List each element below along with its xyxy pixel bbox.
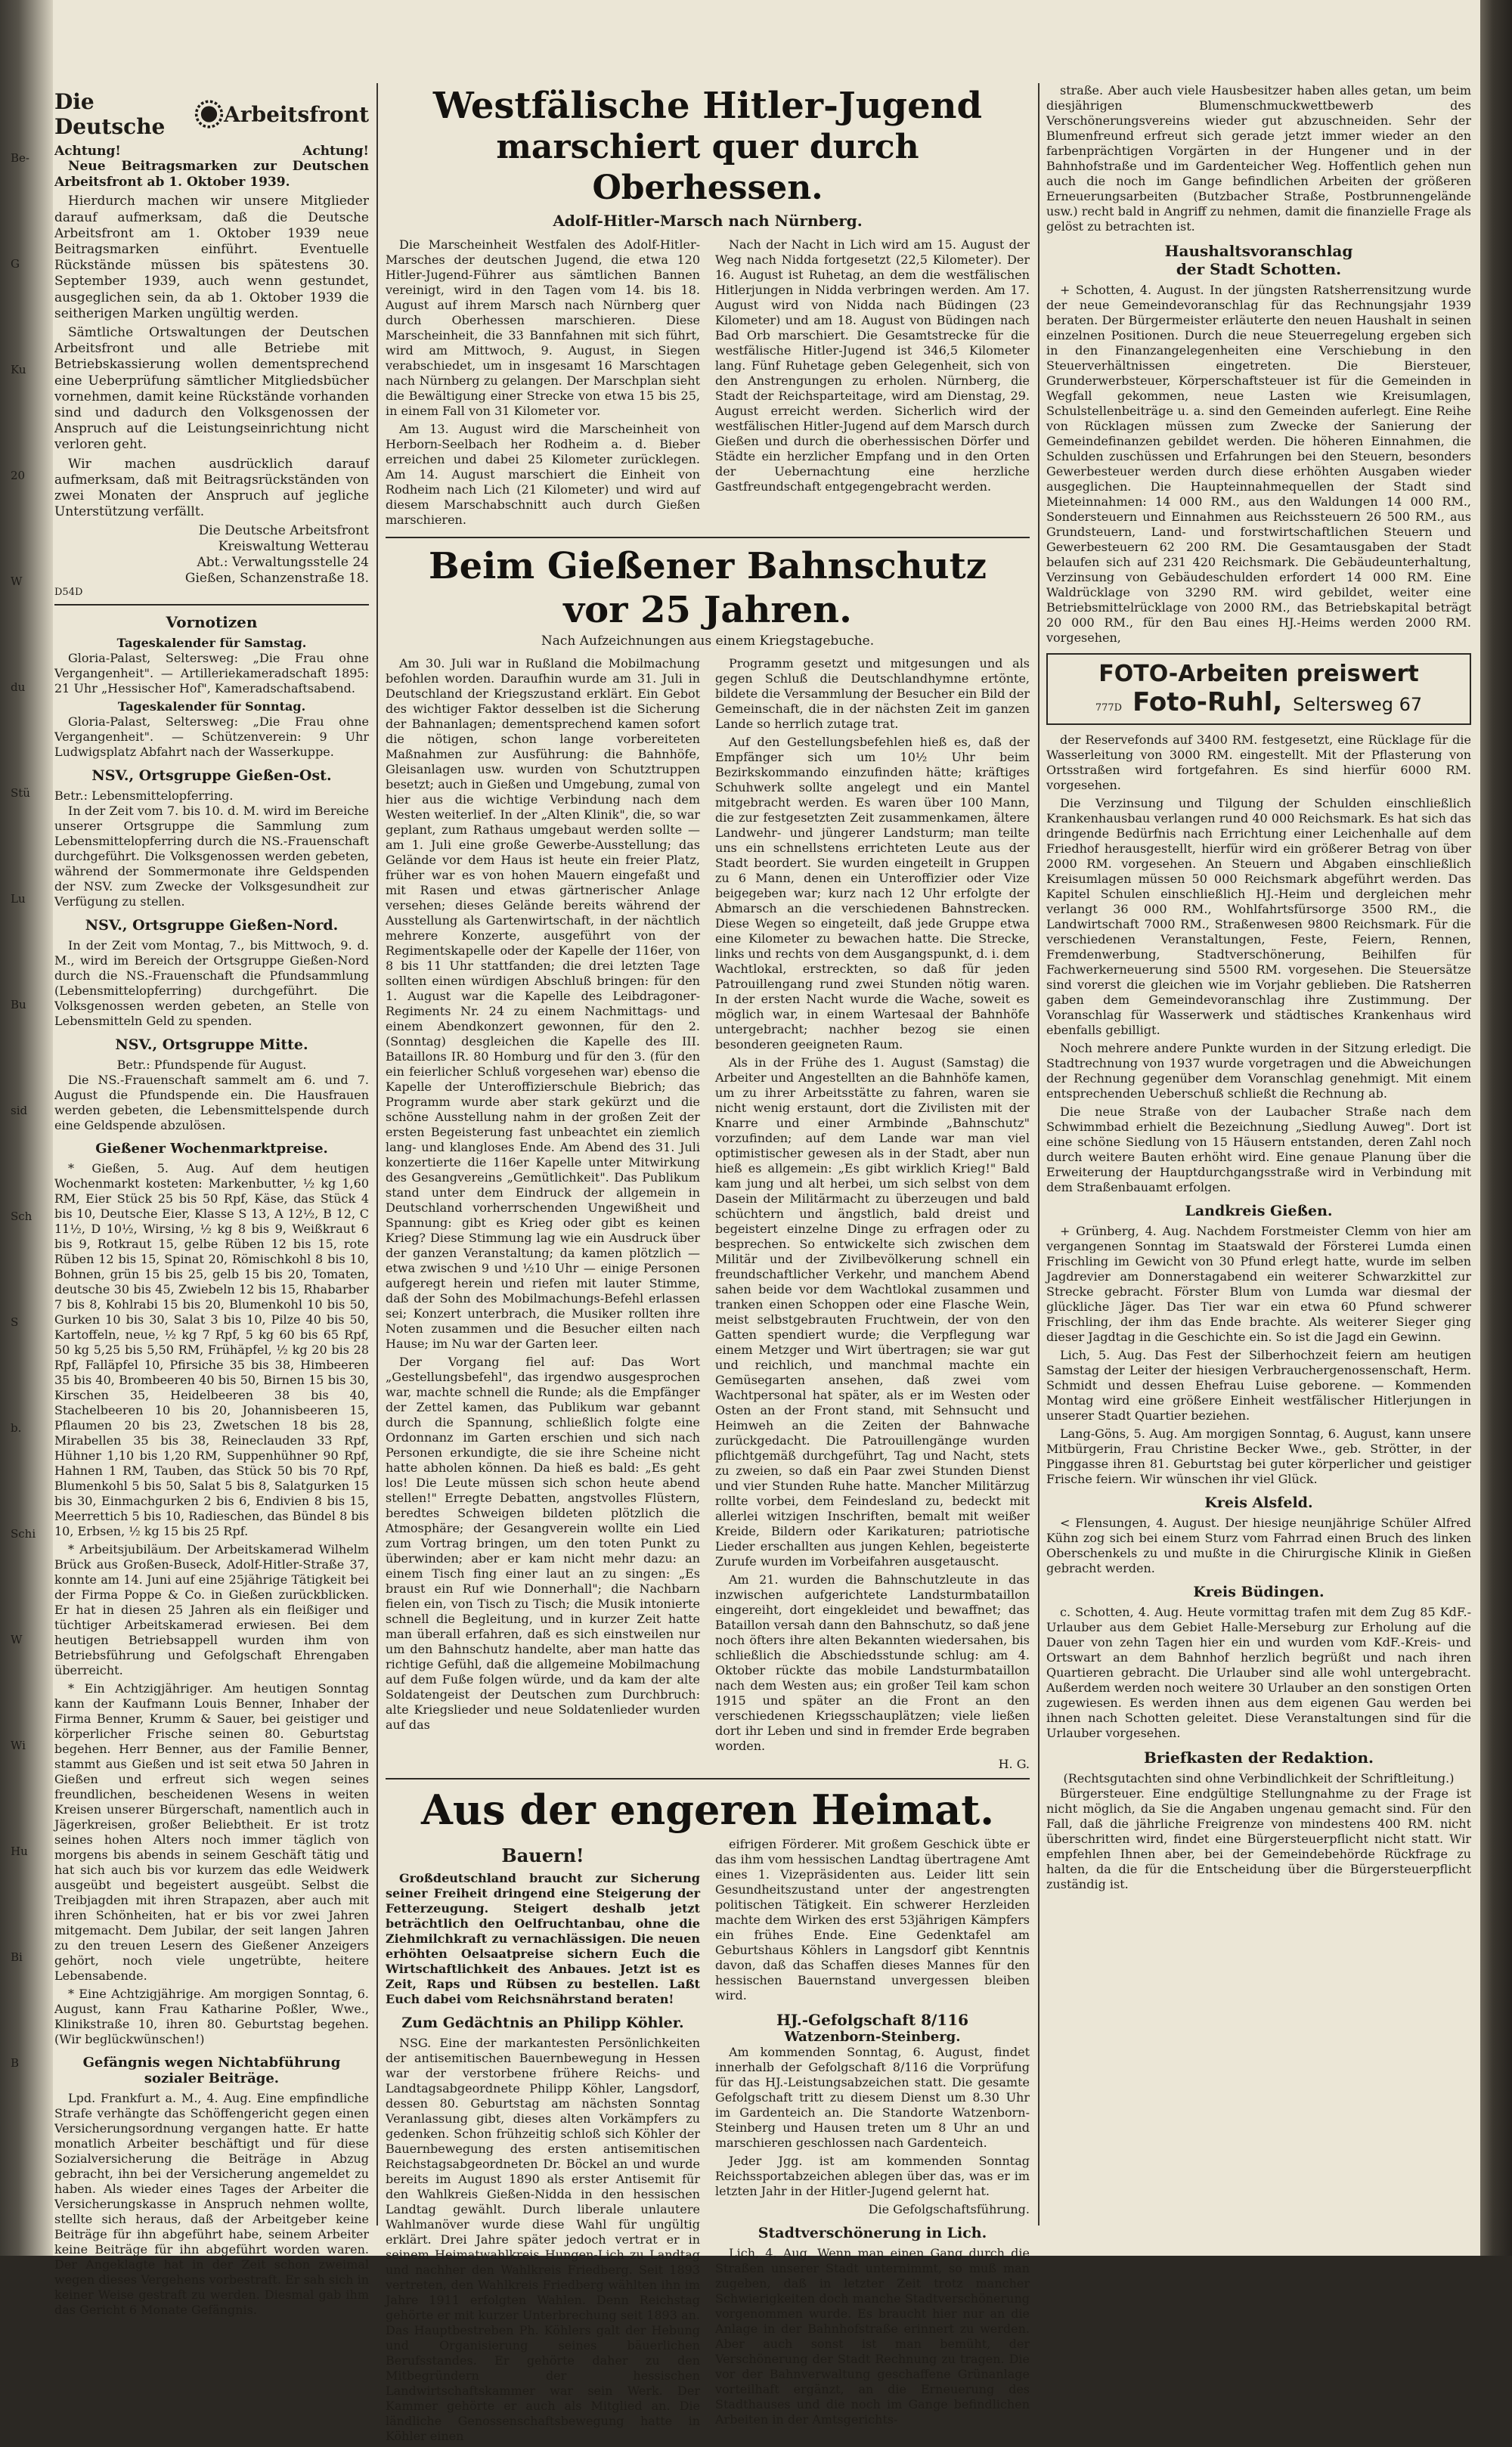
article-paragraph: der Reservefonds auf 3400 RM. festgesetzt, eine Rücklage für die Wasserleitung von 3000 RM. eingestellt. Mit der Pflasterung von Ortsstraßen wird fortgefahren. Es sind hierfür 6000 RM. vorgesehen. [1046,733,1471,792]
article-paragraph: Auf den Gestellungsbefehlen hieß es, daß der Empfänger sich um 10½ Uhr beim Bezirkskommando einzufinden hätte; kräftiges Schuhwerk sollte angelegt und ein Mantel mitgebracht werden. Es waren über 100 Mann, die zur festgesetzten Zeit zusammenkamen, ältere Landwehr- und jüngerer Landsturm; man teilte uns ein schnellstens errichteten Leute aus der Stadt beordert. Sie wurden eingeteilt in Gruppen zu 6 Mann, denen ein Unteroffizier oder Vize beigegeben war; kurz nach 12 Uhr erfolgte der Abmarsch an die verschiedenen Bahnstrecken. Diese Wegen so eingeteilt, daß jede Gruppe etwa eine Kilometer zu bewachen hatte. Die Strecke, links und rechts von dem Ausgangspunkt, d. i. dem Wachtlokal, erstreckten, so daß für jeden Patrouillengang rund zwei Stunden nötig waren. In der ersten Nacht wurde die Wache, soweit es möglich war, in einem Wartesaal der Bahnhöfe untergebracht; nachher bezog sie einen besonderen geeigneten Raum. [715,735,1030,1052]
headline-bahnschutz: vor 25 Jahren. [563,589,852,631]
achtung-right: Achtung! [302,144,369,159]
article-paragraph: * Eine Achtzigjährige. Am morgigen Sonntag, 6. August, kann Frau Katharine Poßler, Wwe., Klinikstraße 10, ihren 80. Geburtstag begehen. (Wir beglückwünschen!) [54,1987,369,2047]
article-paragraph: Lich, 5. Aug. Das Fest der Silberhochzeit feiern am heutigen Samstag der Leiter der hiesigen Verbrauchergenossenschaft, Herm. Schmidt und dessen Ehefrau Luise geborene. — Kommenden Montag wird eine größere Einheit westfälischer Hitlerjungen in unserer Stadt Quartier beziehen. [1046,1348,1471,1423]
daf-header-left: Die Deutsche [54,89,166,139]
article-paragraph: Die Verzinsung und Tilgung der Schulden einschließlich Krankenhausbau verlangen rund 40 000 Reichsmark. Es hat sich das dringende Bedürfnis nach Errichtung einer Leichenhalle auf dem Friedhof herausgestellt, hierfür wird ein größerer Betrag von über 2000 RM. vorgesehen. An Steuern und Abgaben einschließlich Kreisumlagen müssen 50 000 Reichsmark abgeführt werden. Das Kapitel Schulen einschließlich HJ.-Heim und dergleichen mehr verlangt 36 000 RM., Wohlfahrtsfürsorge 3500 RM., die Landwirtschaft 7000 RM., Straßenwesen 9800 Reichsmark. Für die verschiedenen Veranstaltungen, Feste, Feiern, Rennen, Fremdenwerbung, Stadtverschönerung, Beihilfen für Fachwerkerneuerung sind 5500 RM. vorgesehen. Die Steuersätze sind vorerst die gleichen wie im Vorjahr geblieben. Die Ratsherren gaben dem Gemeindevoranschlag ihre Zustimmung. Der Voranschlag für Wasserwerk und städtisches Krankenhaus wird ebenfalls gebilligt. [1046,796,1471,1037]
article-paragraph: straße. Aber auch viele Hausbesitzer haben alles getan, um beim diesjährigen Blumenschmuckwettbewerb des Verschönerungsvereins wieder gut abzuschneiden. Sehr der Blumenfreund erfreut sich gerade jetzt immer wieder an den farbenprächtigen Vorgärten in der Hungener und in der Bahnhofstraße und im Gardenteicher Weg. Hoffentlich gehen nun auch die noch im Gange befindlichen Arbeiten der größeren Erneuerungsarbeiten (Butzbacher Straße, Postbrunnengelände usw.) recht bald in Angriff zu nehmen, damit die finanzielle Frage als gelöst zu betrachten ist. [1046,83,1471,234]
strip-word: Lu [11,892,26,906]
column-rule [376,83,378,2226]
article-paragraph: Die Marscheinheit Westfalen des Adolf-Hitler-Marsches der deutschen Jugend, die etwa 120 Hitler-Jugend-Führer aus sämtlichen Bannen vereinigt, wird in den Tagen vom 14. bis 18. August auf ihrem Marsch nach Nürnberg quer durch Oberhessen marschieren. Diese Marscheinheit, die 33 Bannfahnen mit sich führt, wird am Mittwoch, 9. August, in Siegen verabschiedet, um in insgesamt 16 Marschtagen nach Nürnberg zu gelangen. Der Marschplan sieht die Bewältigung einer Strecke von etwa 15 bis 25, in einem Fall von 31 Kilometer vor. [386,237,700,418]
daf-notice-paragraph: Hierdurch machen wir unsere Mitglieder darauf aufmerksam, daß die Deutsche Arbeitsfront am 1. Oktober 1939 neue Beitragsmarken einführt. Eventuelle Rückstände müssen bis spätestens 30. September 1939, auch wenn gestundet, ausgeglichen sein, da ab 1. Oktober 1939 die seitherigen Marken ungültig werden. [54,194,369,321]
section-heading: Landkreis Gießen. [1185,1203,1333,1219]
ad-address: Seltersweg 67 [1293,694,1423,715]
subheading: Betr.: Lebensmittelopferring. [54,788,234,804]
strip-word: Schi [11,1527,36,1541]
section-heading: Stadtverschönerung in Lich. [758,2225,987,2241]
article-paragraph: NSG. Eine der markantesten Persönlichkeiten der antisemitischen Bauernbewegung in Hessen war der verstorbene frühere Reichs- und Landtagsabgeordnete Philipp Köhler, Langsdorf, dessen 80. Geburtstag am nächsten Sonntag Veranlassung gibt, dieses alten Vorkämpfers zu gedenken. Schon frühzeitig schloß sich Köhler der Bauernbewegung des ersten antisemitischen Reichstagsabgeordneten Dr. Böckel an und wurde bereits im August 1890 als erster Antisemit für den Wahlkreis Gießen-Nidda in den hessischen Landtag gewählt. Durch liberale unlautere Wahlmanöver wurde diese Wahl für ungültig erklärt. Drei Jahre später jedoch vertrat er in seinem Heimatwahlkreis Hungen-Lich zu Landtag und nachher den Wahlkreis Friedberg. Seit 1893 vertreten, den Wahlkreis Friedberg wählten ihn im Jahre 1911 erfolgten Wahlen. Denn Reichstag gehörte er mit kurzer Unterbrechung seit 1893 an. Das Hauptbestreben Ph. Köhlers galt der Hebung und Organisierung seines bäuerlichen Berufsstandes. Er gehörte daher zu den Mitbegründern der hessischen Landwirtschaftskammer war sein Werk. Der Kammer gehörte er auch als Mitglied an. Die ländliche Genossenschaftsbewegung hatte in Köhler einen [386,2036,700,2443]
subheading: Tageskalender für Sonntag. [117,699,306,714]
section-heading: NSV., Ortsgruppe Gießen-Nord. [85,917,339,934]
article-columns [386,237,1030,531]
article-paragraph: Bürgersteuer. Eine endgültige Stellungnahme zu der Frage ist nicht möglich, da Sie die Angaben ungenau gemacht sind. Für den Fall, daß die jährliche Freigrenze von mindestens 400 RM. nicht überschritten wird, findet eine Bürgersteuerpflicht nicht statt. Wir empfehlen Ihnen aber, bei der Gemeindebehörde Rückfrage zu halten, da die für die Entscheidung über die Bürgersteuerpflicht zuständig ist. [1046,1786,1471,1891]
article-paragraph: * Ein Achtzigjähriger. Am heutigen Sonntag kann der Kaufmann Louis Benner, Inhaber der Firma Benner, Krumm & Sauer, bei geistiger und körperlicher Frische seinen 80. Geburtstag begehen. Herr Benner, aus der Familie Benner, stammt aus Gießen und ist seit etwa 50 Jahren in Gießen und erfreut sich wegen seines freundlichen, bescheidenen Wesens in weiten Kreisen unserer Bürgerschaft, namentlich auch in Jägerkreisen, großer Beliebtheit. Er ist trotz seines hohen Alters noch immer täglich von morgens bis abends in seinem Geschäft tätig und hat sich auch bis vor kurzem das edle Weidwerk ausgeübt und begeistert ausgeübt. Selbst die Treibjagden mit ihren Strapazen, aber auch mit ihren Schönheiten, hat er bis vor zwei Jahren mitgemacht. Dem Jubilar, der seit langen Jahren zu den treuen Lesern des Gießener Anzeigers gehört, noch viele ungetrübte, heitere Lebensabende. [54,1681,369,1984]
article-paragraph: * Gießen, 5. Aug. Auf dem heutigen Wochenmarkt kosteten: Markenbutter, ½ kg 1,60 RM, Eier Stück 25 bis 50 Rpf, Käse, das Stück 4 bis 10, Deutsche Eier, Klasse S 13, A 12½, B 12, C 11½, D 10½, Wirsing, ½ kg 8 bis 9, Weißkraut 6 bis 9, Rotkraut 15, gelbe Rüben 12 bis 15, rote Rüben 12 bis 15, Spinat 20, Römischkohl 8 bis 10, Bohnen, grün 15 bis 25, gelb 15 bis 20, Tomaten, deutsche 30 bis 45, Zwiebeln 12 bis 15, Rhabarber 7 bis 8, Kohlrabi 15 bis 20, Blumenkohl 10 bis 50, Gurken 10 bis 30, Salat 3 bis 10, Pilze 40 bis 50, Kartoffeln, neue, ½ kg 7 Rpf, 5 kg 60 bis 65 Rpf, 50 kg 5,25 bis 5,50 RM, Frühäpfel, ½ kg 20 bis 28 Rpf, Falläpfel 10, Pfirsiche 35 bis 38, Himbeeren 35 bis 40, Brombeeren 40 bis 50, Birnen 15 bis 30, Kirschen 35, Heidelbeeren 38 bis 40, Stachelbeeren 10 bis 20, Johannisbeeren 15, Pflaumen 20 bis 23, Zwetschen 18 bis 28, Mirabellen 35 bis 38, Reineclauden 33 Rpf, Hühner 1,10 bis 1,20 RM, Suppenhühner 90 Rpf, Hahnen 1 RM, Tauben, das Stück 50 bis 70 Rpf, Blumenkohl 5 bis 50, Salat 5 bis 8, Salatgurken 15 bis 30, Einmachgurken 2 bis 6, Endivien 8 bis 15, Meerrettich 5 bis 10, Radieschen, das Bündel 8 bis 10, Erbsen, ½ kg 15 bis 25 Rpf. [54,1161,369,1539]
article-paragraph: Am 13. August wird die Marscheinheit von Herborn-Seelbach her Rodheim a. d. Bieber erreichen und dabei 25 Kilometer zurücklegen. Am 14. August marschiert die Einheit von Rodheim nach Lich (21 Kilometer) und wird auf diesem Marschabschnitt auch durch Gießen marschieren. [386,422,700,527]
strip-word: du [11,680,26,694]
article-paragraph: Programm gesetzt und mitgesungen und als gegen Schluß die Deutschlandhymne ertönte, bildete die Versammlung der Besucher ein Bild der Gemeinschaft, die in der nächsten Zeit im ganzen Lande so herrlich zutage trat. [715,656,1030,731]
strip-word: W [11,1633,23,1646]
ad-shop-name: Foto-Ruhl, [1132,687,1283,717]
ad-shopline [1055,687,1462,717]
book-binding-edge [1480,0,1512,2256]
section-heading: Gefängnis wegen Nichtabführung sozialer Beiträge. [82,2055,341,2087]
section-heading: NSV., Ortsgruppe Mitte. [115,1036,308,1054]
strip-word: Bi [11,1950,23,1964]
section-heading: Briefkasten der Redaktion. [1144,1749,1374,1767]
section-heading: Kreis Büdingen. [1193,1584,1325,1600]
headline-bahnschutz: Beim Gießener Bahnschutz [429,545,987,587]
article-paragraph: Am 30. Juli war in Rußland die Mobilmachung befohlen worden. Daraufhin wurde am 31. Juli in Deutschland der Kriegszustand erklärt. Ein Gebot des wichtiger Faktor desselben ist die Sicherung der Bahnanlagen; dementsprechend kamen sofort die nötigen, schon lange vorbereiteten Maßnahmen zur Ausführung: die Bahnhöfe, Gleisanlagen usw. wurden von Schutztruppen besetzt; auch in Gießen und Umgebung, zumal von hier aus die wichtige Verbindung nach dem Westen weiterlief. In der „Alten Klinik", die, so war geplant, zum Rathaus umgebaut werden sollte — am 1. Juli eine große Gewerbe-Ausstellung; das Gelände vor dem Haus ist heute ein freier Platz, früher war es von hohen Mauern eingefaßt und mit Rasen und etwas gärtnerischer Anlage versehen; dieses Gelände bereits während der Ausstellung als Gartenwirtschaft, in der nächtlich mehrere Konzerte, ausgeführt von der Regimentskapelle oder der Kapelle der 116er, von 8 bis 11 Uhr stattfanden; die drei letzten Tage sollten einen würdigen Abschluß bringen: für den 1. August war die Kapelle des Leibdragoner-Regiments Nr. 24 zu einem Nachmittags- und einem Abendkonzert gewonnen, für den 2. (Sonntag) desgleichen die Kapelle des III. Bataillons IR. 80 Homburg und für den 3. (für den ein feierlicher Schluß vorgesehen war) ebenso die Kapelle der Unteroffizierschule Biebrich; das Programm wurde aber stark gekürzt und die schöne Ausstellung nahm in der großen Zeit der ersten Begeisterung fast unbeachtet ein ziemlich lang- und klangloses Ende. Am Abend des 31. Juli konzertierte die 116er Kapelle unter Mitwirkung des Gesangvereins „Gemütlichkeit". Das Publikum stand unter dem Eindruck der allgemein in Deutschland vorherrschenden Ungewißheit und Spannung: gibt es Krieg oder gibt es keinen Krieg? Diese Stimmung lag wie ein Ausdruck über der ganzen Veranstaltung; da kamen plötzlich — etwa zwischen 9 und ½10 Uhr — einige Personen aufgeregt herein und riefen mit lauter Stimme, daß der Sohn des Mobilmachungs-Befehl erlassen sei; Konzert unterbrach, die Musiker rollten ihre Noten zusammen und die Besucher eilten nach Hause; im Nu war der Garten leer. [386,656,700,1351]
achtung-line [54,144,369,159]
ad-headline: FOTO-Arbeiten preiswert [1098,661,1419,687]
section-heading: der Stadt Schotten. [1176,260,1342,278]
article-columns [386,656,1030,1772]
section-heading: Gießener Wochenmarktpreise. [95,1141,328,1157]
strip-word: G [11,257,20,271]
strip-word: Be- [11,151,29,165]
section-heading: Vornotizen [166,613,258,632]
section-heading: NSV., Ortsgruppe Gießen-Ost. [91,767,332,785]
article-columns [386,1837,1030,2447]
section-heading: Kreis Alsfeld. [1204,1495,1313,1511]
strip-word: Stü [11,786,30,800]
section-heading: HJ.-Gefolgschaft 8/116 [776,2011,969,2029]
strip-word: Ku [11,363,26,376]
author-initials: H. G. [998,1757,1030,1771]
article-paragraph: Der Vorgang fiel auf: Das Wort „Gestellungsbefehl", das irgendwo ausgesprochen war, machte schnell die Runde; als die Empfänger der Zettel kamen, das Publikum war gebannt durch die Spannung, schließlich folgte eine Ordonnanz im Garten erschien und sich nach Personen erkundigte, die sie ihre Scheine nicht hatte abholen können. Da hieß es bald: „Es geht los! Die Leute müssen sich schon heute abend stellen!" Erregte Debatten, angstvolles Flüstern, beredtes Schweigen bildeten plötzlich die Atmosphäre; der Gesangverein wollte ein Lied zum Vortrag bringen, um den toten Punkt zu überwinden; aber er kam nicht mehr dazu: an einem Tisch fing einer laut an zu singen: „Es braust ein Ruf wie Donnerhall"; die Nachbarn fielen ein, von Tisch zu Tisch; die Musik intonierte schnell die Begleitung, und in kurzer Zeit hatte man überall erfahren, daß es sich einstweilen nur um den Bahnschutz handelte, aber man hatte das richtige Gefühl, daß die allgemeine Mobilmachung auf dem Fuße folgen würde, und da kam der alte Soldatengeist der Deutschen zum Durchbruch: alte Kriegslieder und neue Soldatenlieder wurden auf das [386,1355,700,1732]
article-paragraph: In der Zeit vom Montag, 7., bis Mittwoch, 9. d. M., wird im Bereich der Ortsgruppe Gießen-Nord durch die NS.-Frauenschaft die Pfundsammlung (Lebensmittelopferring) durchgeführt. Die Volksgenossen werden gebeten, an Stelle von Lebensmitteln Geld zu spenden. [54,938,369,1029]
daf-notice-paragraph: Sämtliche Ortswaltungen der Deutschen Arbeitsfront und alle Betriebe mit Betriebskassierung wollen dementsprechend eine Ueberprüfung sämtlicher Mitgliedsbücher vornehmen, damit keine Rückstände vorhanden sind und dadurch den Volksgenossen der Anspruch auf die Leistungseinrichtung nicht verloren geht. [54,325,369,453]
signature-line: Gießen, Schanzenstraße 18. [184,571,369,587]
subheading: Nach Aufzeichnungen aus einem Kriegstagebuche. [541,633,875,649]
ad-code: 777D [1095,702,1123,714]
foto-ruhl-advertisement [1046,653,1471,725]
strip-word: sid [11,1104,28,1117]
column-center [386,85,1030,2447]
ad-code: D54D [54,587,83,599]
signature-line: Abt.: Verwaltungsstelle 24 [197,555,369,571]
daf-cogwheel-emblem [194,98,224,131]
daf-header [54,89,369,139]
daf-signature [54,523,369,587]
daf-notice-paragraph: Wir machen ausdrücklich darauf aufmerksam, daß mit Beitragsrückständen von zwei Monaten der Anspruch auf jegliche Unterstützung verfällt. [54,456,369,520]
article-paragraph: c. Schotten, 4. Aug. Heute vormittag trafen mit dem Zug 85 KdF.-Urlauber aus dem Gebiet Halle-Merseburg zur Erholung auf die Dauer von zehn Tagen hier ein und wurden vom KdF.-Kreis- und Ortswart an dem Bahnhof herzlich begrüßt und nach ihren Quartieren gebracht. Die Urlauber sind alle wohl untergebracht. Außerdem werden noch weitere 30 Urlauber an den sonstigen Orten zugewiesen. Es werden ihnen aus dem eigenen Gau werden bei ihnen nach Schotten geleitet. Diese Veranstaltungen sind für die Urlauber vorgesehen. [1046,1605,1471,1740]
article-paragraph: Gloria-Palast, Seltersweg: „Die Frau ohne Vergangenheit". — Artilleriekameradschaft 1895: 21 Uhr „Hessischer Hof", Kameradschaftsabend. [54,651,369,696]
article-paragraph: Lang-Göns, 5. Aug. Am morgigen Sonntag, 6. August, kann unsere Mitbürgerin, Frau Christine Becker Wwe., geb. Strötter, in der Pinggasse ihren 81. Geburtstag bei guter körperlicher und geistiger Frische feiern. Wir wünschen ihr viel Glück. [1046,1426,1471,1486]
article-paragraph: < Flensungen, 4. August. Der hiesige neunjährige Schüler Alfred Kühn zog sich bei einem Sturz vom Fahrrad einen Bruch des linken Oberschenkels zu und mußte in die Chirurgische Klinik in Gießen gebracht werden. [1046,1516,1471,1575]
strip-word: Sch [11,1210,33,1223]
column-left [54,83,369,2321]
section-heading: Zum Gedächtnis an Philipp Köhler. [401,2015,684,2031]
article-paragraph: Lpd. Frankfurt a. M., 4. Aug. Eine empfindliche Strafe verhängte das Schöffengericht gegen einen Versicherungsordnung vergangen hatte. Er hatte monatlich Arbeiter beschäftigt und für diese Sozialversicherung die Beiträge in Abzug gebracht, ihn bei der Versicherung angemeldet zu haben. Als wieder eines Tages der Arbeiter die Versicherungskasse in Anspruch nehmen wollte, stellte sich heraus, daß der Arbeitgeber keine Beiträge für ihn abgeführt habe, seinem Arbeiter keine Beiträge für ihn abgeführt worden waren. Der Angeklagte hat in der Zeit schon zweimal wegen dieses Vergehens vorbestraft. Er sah sich in keiner Weise gestraft zu werden. Diesmal gab ihm das Gericht 6 Monate Gefängnis. [54,2091,369,2318]
subheading: Tageskalender für Samstag. [116,636,307,651]
headline-hitler-jugend: marschiert quer durch Oberhessen. [496,128,919,207]
adjacent-page-edge [0,0,53,2256]
strip-word: Hu [11,1845,28,1858]
strip-word: Wi [11,1739,26,1752]
article-paragraph: Jeder Jgg. ist am kommenden Sonntag Reichssportabzeichen ablegen über das, was er im letzten Jahr in der Hitler-Jugend gelernt hat. [715,2154,1030,2198]
subheading: Adolf-Hitler-Marsch nach Nürnberg. [553,212,863,230]
article-paragraph: * Arbeitsjubiläum. Der Arbeitskamerad Wilhelm Brück aus Großen-Buseck, Adolf-Hitler-Straße 37, konnte am 14. Juni auf eine 25jährige Tätigkeit bei der Firma Poppe & Co. in Gießen zurückblicken. Er hat in diesen 25 Jahren als ein fleißiger und tüchtiger Arbeitskamerad erwiesen. Bei dem heutigen Betriebsappell wurden ihm von Betriebsführung und Gefolgschaft Ehrengaben überreicht. [54,1542,369,1678]
column-right [1046,83,1471,1895]
article-paragraph: Am kommenden Sonntag, 6. August, findet innerhalb der Gefolgschaft 8/116 die Vorprüfung für das HJ.-Leistungsabzeichen statt. Die gesamte Gefolgschaft tritt zu diesem Dienst um 8.30 Uhr im Gardenteich an. Die Standorte Watzenborn-Steinberg und Hausen treten um 8 Uhr an und marschieren geschlossen nach Gardenteich. [715,2045,1030,2150]
article-paragraph: Gloria-Palast, Seltersweg: „Die Frau ohne Vergangenheit". — Schützenverein: 9 Uhr Ludwigsplatz Abfahrt nach der Wasserkuppe. [54,714,369,760]
article-paragraph: In der Zeit vom 7. bis 10. d. M. wird im Bereiche unserer Ortsgruppe die Sammlung zum Lebensmittelopferring durch die NS.-Frauenschaft durchgeführt. Die Volksgenossen werden gebeten, während der Sommermonate ihre Geldspenden der NSV. zum Zwecke der Volksgesundheit zur Verfügung zu stellen. [54,804,369,909]
daf-header-right: Arbeitsfront [224,101,369,127]
signature-line: Kreiswaltung Wetterau [218,539,369,555]
headline-heimat: Aus der engeren Heimat. [420,1786,995,1834]
article-paragraph: Lich, 4. Aug. Wenn man einen Gang durch die Straßen unserer Stadt unternimmt, so muß man zugeben, daß in letzter Zeit trotz mancher Schwierigkeiten doch manche Stadtverschönerung vorgenommen wurde. Es braucht hier nur an die Anlage in der Bahnhofstraße erinnert zu werden. Aber auch sonst ist man bemüht, der Verschönerung der Stadt Rechnung zu tragen. Die vor der Bahnverwaltung geschaffene Grünanlage vorteilhaft ergänzt, an die Erneuerung des Stadthauses und die noch im Gange befindlichen Arbeiten in der Amtsgerichts- [715,2246,1030,2427]
subheading: Betr.: Pfundspende für August. [116,1058,307,1073]
strip-word: 20 [11,469,26,482]
daf-notice-headline: Neue Beitragsmarken zur Deutschen Arbeitsfront ab 1. Oktober 1939. [54,159,369,190]
section-heading: Bauern! [501,1845,584,1866]
article-paragraph: + Grünberg, 4. Aug. Nachdem Forstmeister Clemm von hier am vergangenen Sonntag im Staatswald der Försterei Lumda einen Frischling im Gewicht von 30 Pfund erlegt hatte, wurde im selben Jagdrevier am Donnerstagabend ein weiterer Schwarzkittel zur Strecke gebracht. Förster Blum von Lumda war diesmal der glückliche Jäger. Das Tier war ein etwa 60 Pfund schwerer Frischling, der ihm das Ende brachte. Als weiterer Sieger ging dieser Jagdtag in die Geschichte ein. So ist die Jagd ein Gewinn. [1046,1224,1471,1344]
strip-word: S [11,1315,19,1329]
achtung-left: Achtung! [54,144,121,159]
article-paragraph: Die NS.-Frauenschaft sammelt am 6. und 7. August die Pfundspende ein. Die Hausfrauen werden gebeten, die Lebensmittelspende durch eine Geldspende abzulösen. [54,1073,369,1133]
strip-word: B [11,2056,20,2070]
divider [386,537,1030,538]
subheading: (Rechtsgutachten sind ohne Verbindlichkeit der Schriftleitung.) [1063,1771,1455,1786]
subheading: Watzenborn-Steinberg. [784,2029,961,2045]
article-paragraph: Die neue Straße von der Laubacher Straße nach dem Schwimmbad erhielt die Bezeichnung „Siedlung Auweg". Dort ist eine schöne Siedlung von 15 Häusern entstanden, deren Zahl noch durch weitere Bauten erhöht wird. Eine genaue Planung über die Erweiterung der Hauptdurchgangsstraße wird in Verbindung mit dem Straßenbauamt erfolgen. [1046,1104,1471,1194]
article-paragraph: Am 21. wurden die Bahnschutzleute in das inzwischen aufgerichtete Landsturmbataillon eingereiht, dort eingekleidet und bewaffnet; das Bataillon versah dann den Bahnschutz, so daß jene noch öfters ihre alten Bekannten wiedersahen, bis schließlich die Abschiedsstunde schlug: am 4. Oktober rückte das mobile Landsturmbataillon nach dem Westen aus; ein großer Teil kam schon 1915 und später an die Front an den verschiedenen Kriegsschauplätzen; viele ließen dort ihr Leben und sind in fremder Erde begraben worden. [715,1572,1030,1753]
section-heading: Haushaltsvoranschlag [1164,242,1353,260]
strip-word: Bu [11,998,26,1011]
article-paragraph: eifrigen Förderer. Mit großem Geschick übte er das ihm vom hessischen Landtag übertragene Amt eines 1. Vizepräsidenten aus. Leider litt sein Gesundheitszustand unter der angestrengten politischen Tätigkeit. Ein schwerer Herzleiden machte dem Wirken des erst 53jährigen Kämpfers ein frühes Ende. Eine Gedenktafel am Geburtshaus Köhlers in Langsdorf gibt Kenntnis davon, daß das Schaffen dieses Mannes für den hessischen Bauernstand unvergessen bleiben wird. [715,1837,1030,2003]
signature-line: Die Gefolgschaftsführung. [868,2202,1030,2216]
divider [54,604,369,606]
article-paragraph: + Schotten, 4. August. In der jüngsten Ratsherrensitzung wurde der neue Gemeindevoranschlag für das Rechnungsjahr 1939 beraten. Der Bürgermeister erläuterte den neuen Haushalt in seinen einzelnen Positionen. Durch die neue Steuerregelung ergeben sich in den Finanzangelegenheiten eine Verschiebung in den Steuerverhältnissen eingetreten. Die Biersteuer, Grunderwerbsteuer, Körperschaftsteuer ist für die Gemeinden in Wegfall gekommen, neue Lasten wie Kreisumlagen, Schulstellenbeiträge u. a. sind den Gemeinden auferlegt. Eine Reihe von Rücklagen müssen zum Zwecke der Sanierung der Gemeindefinanzen gebildet werden. Die höheren Einnahmen, die Schulden zuschüssen und Erfahrungen bei den Steuern, besonders Gewerbesteuer werden durch diese erhöhten Ausgaben wieder ausgeglichen. Die Haupteinnahmequellen der Stadt sind Mieteinnahmen: 14 000 RM., aus den Waldungen 14 000 RM., Sondersteuern und Einnahmen aus Reichssteuern 26 500 RM., aus Grundsteuern, Land- und forstwirtschaftlichen Steuern und Gewerbesteuern 62 200 RM. Die Gesamtausgaben der Stadt belaufen sich auf 231 420 Reichsmark. Die Gebäudeunterhaltung, Verzinsung von Gebäudeschulden erfordert 14 000 RM. Eine Waldrücklage von 3290 RM. wird gebildet, weiter eine Betriebsmittelrücklage von 2000 RM., das Betriebskapital beträgt 20 000 RM., für den Bau eines HJ.-Heims werden 2000 RM. vorgesehen, [1046,283,1471,645]
article-paragraph: Großdeutschland braucht zur Sicherung seiner Freiheit dringend eine Steigerung der Fetterzeugung. Steigert deshalb jetzt beträchtlich den Oelfruchtanbau, ohne die Ziehmilchkraft zu vernachlässigen. Die neuen erhöhten Oelsaatpreise sichern Euch die Wirtschaftlichkeit des Anbaues. Jetzt ist es Zeit, Raps und Rübsen zu bestellen. Laßt Euch dabei vom Reichsnährstand beraten! [386,1871,700,2006]
strip-word: W [11,575,23,588]
article-paragraph: Noch mehrere andere Punkte wurden in der Sitzung erledigt. Die Stadtrechnung von 1937 wurde vorgetragen und die Abweichungen der Rechnung gegenüber dem Voranschlag genehmigt. Mit einem entsprechenden Ueberschuß schließt die Rechnung ab. [1046,1041,1471,1101]
article-paragraph: Als in der Frühe des 1. August (Samstag) die Arbeiter und Angestellten an die Bahnhöfe kamen, um zu ihrer Arbeitsstätte zu fahren, waren sie nicht wenig erstaunt, dort die Zivilisten mit der Knarre und einer Armbinde „Bahnschutz" vorzufinden; auf dem Lande war man viel optimistischer gewesen als in der Stadt, aber nun hieß es allgemein: „Es gibt wirklich Krieg!" Bald kam jung und alt herbei, um sich selbst von dem Dasein der Militärmacht zu überzeugen und bald schüchtern und ängstlich, bald dreist und begeistert einzelne Dinge zu erfragen oder zu besprechen. So entwickelte sich zwischen dem Militär und der Zivilbevölkerung schnell ein freundschaftlicher Verkehr, und manchem Abend sahen beide vor dem Wachtlokal zusammen und tranken einen Schoppen oder eine Flasche Wein, meist selbstgebrauten Fruchtwein, der von den Gatten spendiert wurde; die Verpflegung war einem Metzger und Wirt übertragen; sie war gut und reichlich, und manchmal machte ein Gemüsegarten ansehen, daß zwei vom Wachtpersonal hat später, als er im Westen oder Osten an der Front stand, mit Sehnsucht und Heimweh an die Zeiten der Bahnwache zurückgedacht. Die Patrouillengänge wurden pflichtgemäß durchgeführt, Tag und Nacht, stets zu zweien, so daß ein Paar zwei Stunden Dienst und vier Stunden Ruhe hatte. Mancher Militärzug rollte vorbei, dem Feindesland zu, bedeckt mit allerlei witzigen Inschriften, bemalt mit weißer Kreide, Bildern oder Karikaturen; patriotische Lieder erschallten aus jungen Kehlen, begeisterte Zurufe wurden im Vorbeifahren ausgetauscht. [715,1055,1030,1569]
headline-hitler-jugend: Westfälische Hitler-Jugend [432,85,983,127]
divider [386,1778,1030,1779]
signature-line: Die Deutsche Arbeitsfront [198,523,369,539]
article-paragraph: Nach der Nacht in Lich wird am 15. August der Weg nach Nidda fortgesetzt (22,5 Kilometer). Der 16. August ist Ruhetag, an dem die westfälischen Hitlerjungen in Nidda verbringen werden. Am 17. August wird von Nidda nach Büdingen (23 Kilometer) und am 18. August von Büdingen nach Bad Orb marschiert. Die Gesamtstrecke für die westfälische Hitler-Jugend ist 346,5 Kilometer lang. Fünf Ruhetage geben Gelegenheit, sich von den Anstrengungen zu erholen. Nürnberg, die Stadt der Reichsparteitage, wird am Dienstag, 29. August erreicht werden. Sicherlich wird der westfälischen Hitler-Jugend auf dem Marsch durch Gießen und durch die oberhessischen Dörfer und Städte ein herzlicher Empfang und in den Orten der Uebernachtung eine herzliche Gastfreundschaft entgegengebracht werden. [715,237,1030,494]
strip-word: b. [11,1421,22,1435]
column-rule [1038,83,1040,2226]
